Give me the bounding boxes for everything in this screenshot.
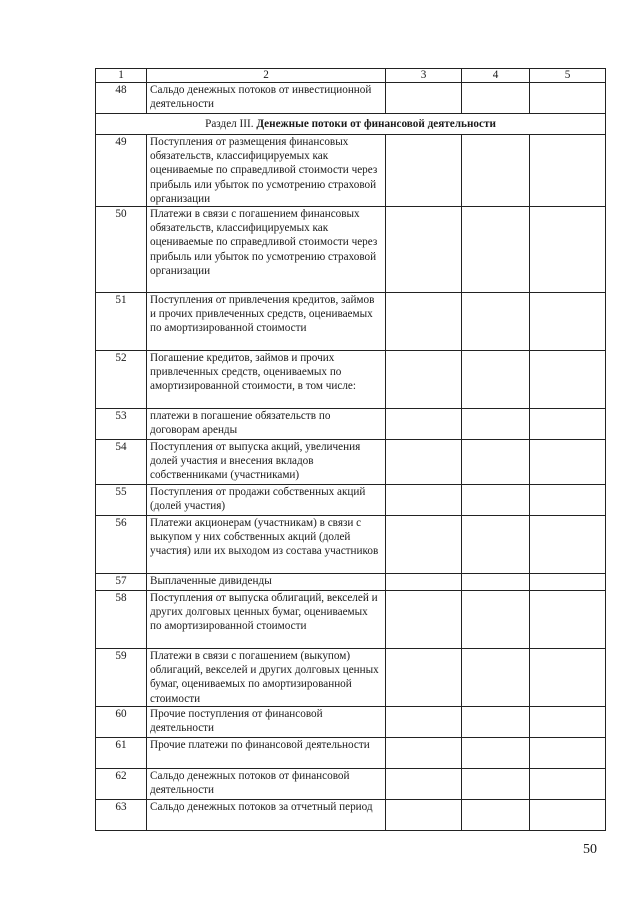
value-cell — [386, 440, 462, 485]
row-description: Сальдо денежных потоков от финансовой деятельности — [147, 769, 386, 800]
cash-flow-table — [95, 68, 606, 831]
value-cell — [386, 83, 462, 114]
row-number: 62 — [96, 769, 147, 800]
table-row — [96, 574, 606, 591]
value-cell — [530, 351, 606, 409]
value-cell — [386, 707, 462, 738]
value-cell — [530, 574, 606, 591]
row-number: 50 — [96, 207, 147, 293]
value-cell — [386, 135, 462, 207]
value-cell — [386, 351, 462, 409]
value-cell — [530, 485, 606, 516]
row-description: Платежи акционерам (участникам) в связи с выкупом у них собственных акций (долей участия) или их выходом из состава участников — [147, 516, 386, 574]
row-number: 58 — [96, 591, 147, 649]
header-row — [96, 69, 606, 83]
value-cell — [530, 769, 606, 800]
section-prefix: Раздел III. — [205, 117, 254, 130]
table-row — [96, 707, 606, 738]
column-header: 5 — [530, 69, 606, 83]
value-cell — [386, 649, 462, 707]
table-row — [96, 293, 606, 351]
table-row — [96, 769, 606, 800]
value-cell — [386, 574, 462, 591]
value-cell — [386, 207, 462, 293]
row-description: Прочие платежи по финансовой деятельности — [147, 738, 386, 769]
value-cell — [462, 207, 530, 293]
table-row — [96, 351, 606, 409]
page-number: 50 — [583, 842, 597, 857]
value-cell — [462, 738, 530, 769]
column-header: 2 — [147, 69, 386, 83]
section-row — [96, 114, 606, 135]
table-row — [96, 409, 606, 440]
value-cell — [462, 649, 530, 707]
row-description: Прочие поступления от финансовой деятельности — [147, 707, 386, 738]
row-number: 52 — [96, 351, 147, 409]
value-cell — [462, 293, 530, 351]
table-row — [96, 516, 606, 574]
column-header: 1 — [96, 69, 147, 83]
value-cell — [462, 591, 530, 649]
value-cell — [462, 440, 530, 485]
value-cell — [462, 516, 530, 574]
value-cell — [386, 738, 462, 769]
value-cell — [530, 516, 606, 574]
value-cell — [530, 649, 606, 707]
value-cell — [530, 800, 606, 831]
value-cell — [530, 738, 606, 769]
value-cell — [530, 293, 606, 351]
value-cell — [386, 769, 462, 800]
table-row — [96, 135, 606, 207]
section-title: Денежные потоки от финансовой деятельности — [256, 117, 496, 130]
table-row — [96, 800, 606, 831]
row-description: Сальдо денежных потоков от инвестиционной деятельности — [147, 83, 386, 114]
row-description: Поступления от выпуска облигаций, векселей и других долговых ценных бумаг, оцениваемых по амортизированной стоимости — [147, 591, 386, 649]
row-description: платежи в погашение обязательств по договорам аренды — [147, 409, 386, 440]
table-row — [96, 83, 606, 114]
value-cell — [462, 135, 530, 207]
value-cell — [530, 409, 606, 440]
row-description: Выплаченные дивиденды — [147, 574, 386, 591]
value-cell — [386, 800, 462, 831]
row-description: Сальдо денежных потоков за отчетный период — [147, 800, 386, 831]
column-header: 3 — [386, 69, 462, 83]
row-number: 51 — [96, 293, 147, 351]
value-cell — [462, 409, 530, 440]
value-cell — [530, 440, 606, 485]
value-cell — [462, 83, 530, 114]
value-cell — [462, 351, 530, 409]
value-cell — [386, 591, 462, 649]
table-row — [96, 738, 606, 769]
table-row — [96, 440, 606, 485]
row-description: Поступления от продажи собственных акций (долей участия) — [147, 485, 386, 516]
value-cell — [462, 574, 530, 591]
value-cell — [462, 769, 530, 800]
value-cell — [386, 409, 462, 440]
row-number: 56 — [96, 516, 147, 574]
table-row — [96, 649, 606, 707]
row-number: 54 — [96, 440, 147, 485]
section-heading — [96, 114, 606, 135]
value-cell — [386, 293, 462, 351]
row-description: Поступления от выпуска акций, увеличения долей участия и внесения вкладов собственниками (участниками) — [147, 440, 386, 485]
table-row — [96, 591, 606, 649]
row-number: 57 — [96, 574, 147, 591]
row-description: Поступления от размещения финансовых обязательств, классифицируемых как оцениваемые по справедливой стоимости через прибыль или убыток по усмотрению страховой организации — [147, 135, 386, 207]
row-number: 49 — [96, 135, 147, 207]
value-cell — [530, 135, 606, 207]
value-cell — [462, 800, 530, 831]
row-number: 55 — [96, 485, 147, 516]
row-number: 60 — [96, 707, 147, 738]
value-cell — [530, 707, 606, 738]
row-number: 63 — [96, 800, 147, 831]
row-description: Погашение кредитов, займов и прочих привлеченных средств, оцениваемых по амортизированной стоимости, в том числе: — [147, 351, 386, 409]
table-row — [96, 485, 606, 516]
table-row — [96, 207, 606, 293]
row-description: Платежи в связи с погашением финансовых обязательств, классифицируемых как оцениваемые по справедливой стоимости через прибыль или убыток по усмотрению страховой организации — [147, 207, 386, 293]
value-cell — [462, 485, 530, 516]
row-description: Поступления от привлечения кредитов, займов и прочих привлеченных средств, оцениваемых по амортизированной стоимости — [147, 293, 386, 351]
value-cell — [386, 485, 462, 516]
value-cell — [386, 516, 462, 574]
column-header: 4 — [462, 69, 530, 83]
value-cell — [530, 207, 606, 293]
row-number: 48 — [96, 83, 147, 114]
value-cell — [530, 591, 606, 649]
value-cell — [462, 707, 530, 738]
row-number: 61 — [96, 738, 147, 769]
value-cell — [530, 83, 606, 114]
row-description: Платежи в связи с погашением (выкупом) облигаций, векселей и других долговых ценных бумаг, оцениваемых по амортизированной стоимости — [147, 649, 386, 707]
row-number: 59 — [96, 649, 147, 707]
row-number: 53 — [96, 409, 147, 440]
